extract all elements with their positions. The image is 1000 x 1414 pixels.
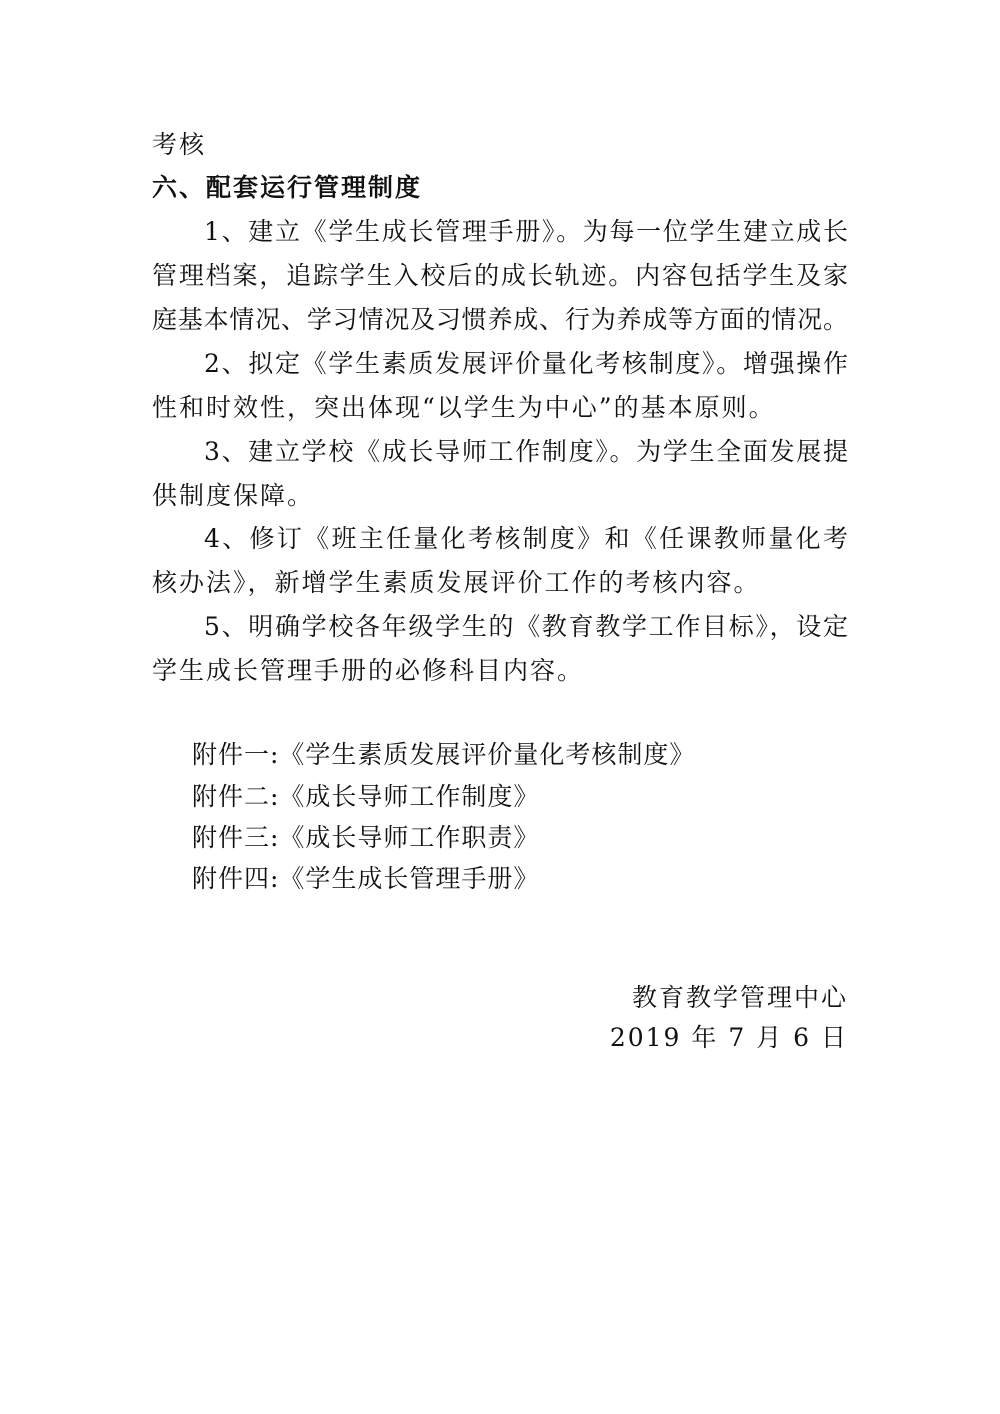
item-5-line-1: 5、明确学校各年级学生的《教育教学工作目标》，设定 xyxy=(204,612,848,641)
attachment-4: 附件四:《学生成长管理手册》 xyxy=(192,864,540,893)
item-1-line-1: 1、建立《学生成长管理手册》。为每一位学生建立成长 xyxy=(204,217,848,246)
signature-date: 2019 年 7 月 6 日 xyxy=(609,1023,848,1052)
item-1-line-2: 管理档案，追踪学生入校后的成长轨迹。内容包括学生及家 xyxy=(152,261,848,290)
signature-organization: 教育教学管理中心 xyxy=(631,983,848,1012)
attachment-1: 附件一:《学生素质发展评价量化考核制度》 xyxy=(192,740,696,769)
item-4-line-2: 核办法》，新增学生素质发展评价工作的考核内容。 xyxy=(152,568,761,597)
item-3-line-1: 3、建立学校《成长导师工作制度》。为学生全面发展提 xyxy=(204,437,848,466)
item-2-line-2: 性和时效性，突出体现“以学生为中心”的基本原则。 xyxy=(152,393,776,422)
attachment-2: 附件二:《成长导师工作制度》 xyxy=(192,782,540,811)
item-1-line-3: 庭基本情况、学习情况及习惯养成、行为养成等方面的情况。 xyxy=(152,305,848,334)
attachment-3: 附件三:《成长导师工作职责》 xyxy=(192,823,540,852)
item-3-line-2: 供制度保障。 xyxy=(152,481,315,510)
section-heading: 六、配套运行管理制度 xyxy=(152,173,423,202)
continuation-text: 考核 xyxy=(152,130,207,159)
item-2-line-1: 2、拟定《学生素质发展评价量化考核制度》。增强操作 xyxy=(204,349,848,378)
item-4-line-1: 4、修订《班主任量化考核制度》和《任课教师量化考 xyxy=(204,524,848,553)
item-5-line-2: 学生成长管理手册的必修科目内容。 xyxy=(152,656,585,685)
